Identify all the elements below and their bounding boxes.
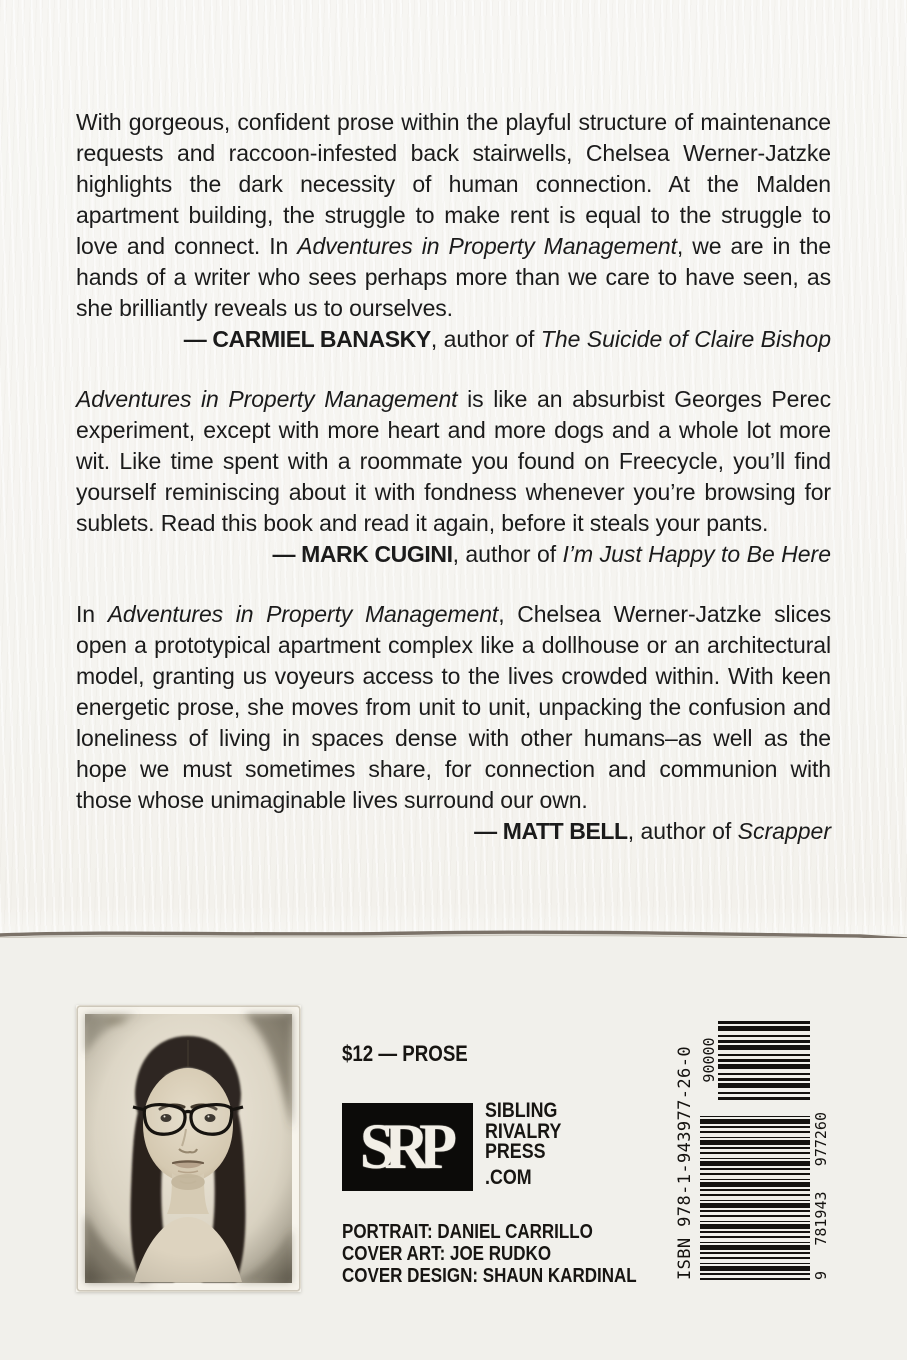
credits-block <box>342 1221 689 1287</box>
blurb-matt-bell <box>76 599 831 847</box>
addon-bars <box>718 1020 810 1100</box>
ean-digit-group: 781943 <box>812 1191 830 1246</box>
srp-monogram: SRP <box>359 1110 448 1183</box>
addon-digits: 90000 <box>700 1037 718 1083</box>
blurb-carmiel-banasky <box>76 107 831 355</box>
credit-portrait: PORTRAIT: DANIEL CARRILLO <box>342 1221 593 1243</box>
author-portrait-photo <box>76 1005 301 1292</box>
price-label <box>342 1041 490 1067</box>
price-text: $12 — PROSE <box>342 1041 468 1066</box>
credit-cover-design: COVER DESIGN: SHAUN KARDINAL <box>342 1265 637 1287</box>
ean-digit-group: 977260 <box>812 1112 830 1167</box>
blurb-paragraph: With gorgeous, confident prose within the playful structure of maintenance requests and raccoon-infested back stairwells, Chelsea Werner-Jatzke highlights the dark necessity of human connection. At the Malden apartment building, the struggle to make rent is equal to the struggle to love and connect. In Adventures in Property Management, we are in the hands of a writer who sees perhaps more than we care to have seen, as she brilliantly reveals us to ourselves. <box>76 109 832 321</box>
blurb-paragraph: Adventures in Property Management is like an absurbist Georges Perec experiment, except with more heart and more dogs and a whole lot more wit. Like time spent with a roommate you found on Freecycle, you’ll find yourself reminiscing about it with fondness whenever you’re browsing for sublets. Read this book and read it again, before it steals your pants. <box>76 386 832 536</box>
publisher-name <box>485 1101 575 1188</box>
ean5-addon-barcode <box>700 1020 810 1100</box>
ean-digit-group: 9 <box>812 1270 830 1280</box>
credit-cover-art: COVER ART: JOE RUDKO <box>342 1243 552 1265</box>
blurb-attribution: — MATT BELL, author of Scrapper <box>474 818 831 844</box>
back-cover-publisher-section <box>0 938 907 1360</box>
publisher-line: PRESS <box>485 1140 546 1163</box>
isbn-text: ISBN 978-1-943977-26-0 <box>675 1046 695 1280</box>
blurb-attribution: — CARMIEL BANASKY, author of The Suicide of Claire Bishop <box>183 326 831 352</box>
blurb-paragraph: In Adventures in Property Management, Chelsea Werner-Jatzke slices open a prototypical apartment complex like a dollhouse or an architectural model, granting us voyeurs access to the lives crowded within. With keen energetic prose, she moves from unit to unit, unpacking the confusion and loneliness of living in spaces dense with other humans–as well as the hope we must sometimes share, for connection and communion with those whose unimaginable lives surround our own. <box>76 601 831 813</box>
publisher-line: RIVALRY <box>485 1119 562 1143</box>
srp-logo <box>342 1103 473 1191</box>
publisher-line: SIBLING <box>485 1099 558 1122</box>
ean13-barcode <box>700 1112 830 1280</box>
isbn-barcode <box>675 1020 830 1280</box>
blurb-mark-cugini <box>76 384 831 570</box>
publisher-url: .COM <box>485 1165 532 1189</box>
ean13-digits <box>812 1112 830 1280</box>
blurb-attribution: — MARK CUGINI, author of I’m Just Happy to Be Here <box>272 541 831 567</box>
barcode-bars <box>700 1112 810 1280</box>
